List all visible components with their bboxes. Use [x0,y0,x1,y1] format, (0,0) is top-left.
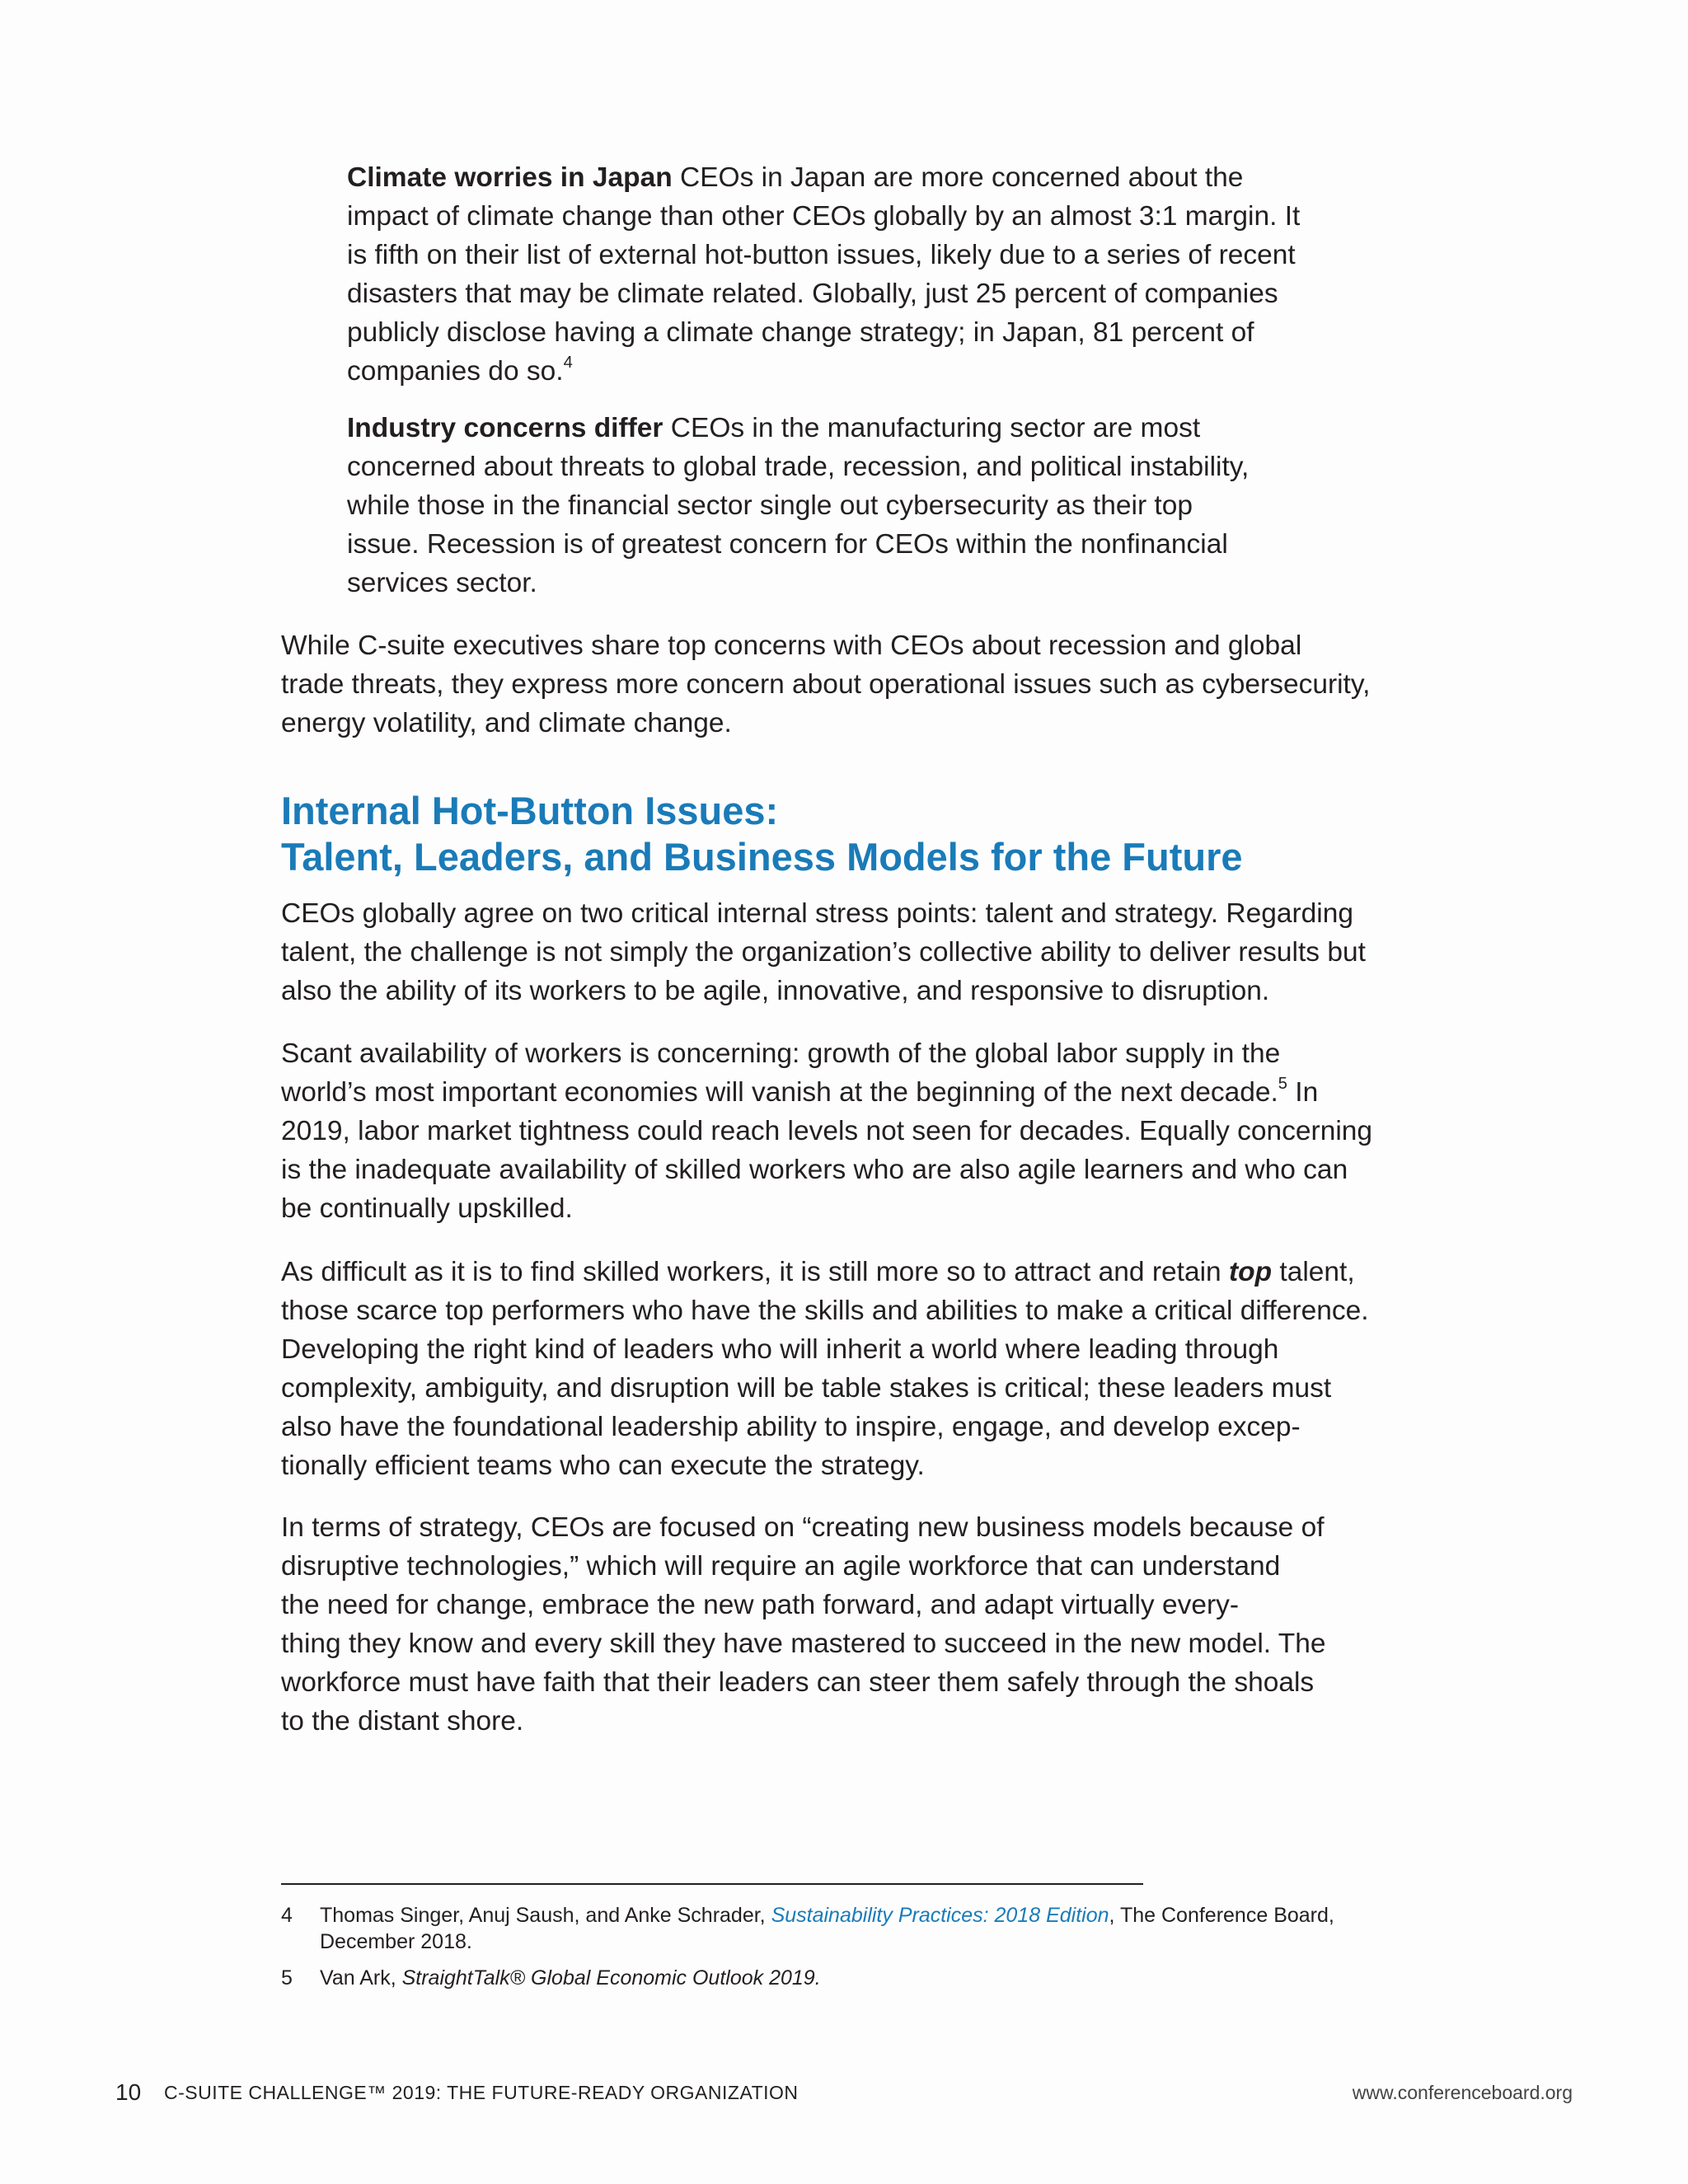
emphasis-top: top [1228,1257,1273,1287]
footnote-title: StraightTalk® Global Economic Outlook 2019. [401,1966,821,1990]
paragraph-business-models: In terms of strategy, CEOs are focused on “creating new business models because of disruptive technologies,” which will require an agile workforce that can understand the need for change, embrace the new path forward, and adapt virtually every- thing they know and every skill they have mastered to succeed in the new model. The workforce must have faith that their leaders can steer them safely through the shoals to the distant shore. [281,1512,1326,1736]
paragraph-lead: Climate worries in Japan [347,162,673,193]
footnote-5: 5 Van Ark, StraightTalk® Global Economic Outlook 2019. [281,1966,821,1990]
footnote-ref-4[interactable]: 4 [563,353,573,372]
paragraph-labor-supply: Scant availability of workers is concerning: growth of the global labor supply in the world’s most important economies will vanish at the beginning of the next decade.$^5$ In 2019, labor market tightness could reach levels not seen for decades. Equally concerning is the inadequate availability of skilled workers who are also agile learners and who can be continually upskilled. [281,1038,1373,1224]
footnote-divider [281,1883,1143,1885]
footnote-number: 5 [281,1966,293,1990]
paragraph-industry-concerns: Industry concerns differ CEOs in the manufacturing sector are most concerned about threats to global trade, recession, and political instability, while those in the financial sector single out cybersecurity as their top issue. Recession is of greatest concern for CEOs within the nonfinancial services sector. [347,413,1250,598]
paragraph-top-talent: As difficult as it is to find skilled workers, it is still more so to attract and retain top talent, those scarce top performers who have the skills and abilities to make a critical difference. Developing the right kind of leaders who will inherit a world where leading through complexity, ambiguity, and disruption will be table stakes is critical; these leaders must also have the foundational leadership ability to inspire, engage, and develop excep- tionally efficient teams who can execute the strategy. [281,1257,1369,1481]
section-heading: Internal Hot-Button Issues: Talent, Leaders, and Business Models for the Future [281,789,1243,879]
footnote-4: 4 Thomas Singer, Anuj Saush, and Anke Schrader, Sustainability Practices: 2018 Edition, The Conference Board, December 2018. [281,1904,1334,1953]
footer-url[interactable]: www.conferenceboard.org [1352,2082,1573,2103]
footnote-link[interactable]: Sustainability Practices: 2018 Edition [771,1904,1109,1927]
paragraph-c-suite-concerns: While C-suite executives share top concerns with CEOs about recession and global trade threats, they express more concern about operational issues such as cybersecurity, energy volatility, and climate change. [281,630,1371,738]
page-number: 10 [115,2079,142,2105]
running-head: C-SUITE CHALLENGE™ 2019: THE FUTURE-READY ORGANIZATION [164,2082,799,2103]
paragraph-climate-japan: Climate worries in Japan CEOs in Japan are more concerned about the impact of climate change than other CEOs globally by an almost 3:1 margin. It is fifth on their list of external hot-button issues, likely due to a series of recent disasters that may be climate related. Globally, just 25 percent of companies publicly disclose having a climate change strategy; in Japan, 81 percent of companies do so.$^4$ [347,162,1301,387]
paragraph-lead: Industry concerns differ [347,413,663,443]
paragraph-talent-strategy: CEOs globally agree on two critical internal stress points: talent and strategy. Regarding talent, the challenge is not simply the organization’s collective ability to deliver results but also the ability of its workers to be agile, innovative, and responsive to disruption. [281,898,1366,1006]
footnote-number: 4 [281,1904,293,1927]
footnote-ref-5[interactable]: 5 [1278,1074,1287,1093]
